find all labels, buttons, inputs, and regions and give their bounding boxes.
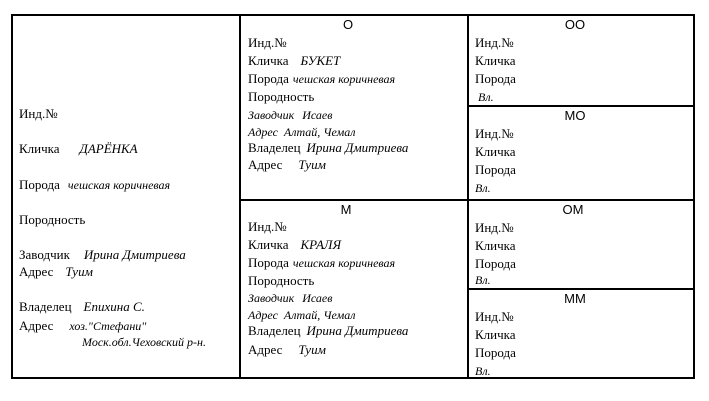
address-label: Адрес (248, 157, 283, 172)
mother-breeder (248, 289, 332, 307)
ind-label: Инд.№ (475, 126, 514, 141)
address-value: Туим (298, 342, 326, 357)
cell-header: ОМ (562, 202, 584, 217)
breeder-label: Заводчик (248, 108, 295, 122)
address-value: Туим (298, 157, 326, 172)
owner-label: Вл. (475, 181, 491, 195)
owner-value: Ирина Дмитриева (306, 140, 409, 155)
owner-label: Вл. (475, 364, 491, 378)
owner-label: Владелец (19, 299, 72, 314)
ind-label: Инд.№ (475, 220, 514, 235)
breed-label: Порода (475, 162, 516, 177)
address-label: Адрес (248, 308, 278, 322)
breed-label: Порода (475, 256, 516, 271)
subject-owner (19, 298, 145, 316)
cell-header: О (342, 17, 354, 32)
ind-label: Инд.№ (19, 106, 58, 121)
address-value: хоз."Стефани" (69, 319, 147, 333)
column-divider (239, 14, 241, 379)
name-label: Кличка (475, 327, 516, 342)
name-label: Кличка (248, 237, 289, 252)
subject-name (19, 140, 138, 158)
mother-owner-address (248, 341, 326, 359)
owner-value: Ирина Дмитриева (306, 323, 409, 338)
mother-name (248, 236, 341, 254)
address-value: Алтай, Чемал (283, 308, 356, 322)
name-label: Кличка (475, 238, 516, 253)
subject-ind (19, 105, 58, 123)
name-value: КРАЛЯ (300, 237, 342, 252)
subject-breed (19, 176, 170, 194)
father-breed (248, 70, 395, 88)
address-value: Алтай, Чемал (283, 125, 356, 139)
subject-pedigree (19, 211, 85, 229)
address-label: Адрес (19, 318, 54, 333)
name-label: Кличка (475, 144, 516, 159)
father-owner (248, 139, 408, 157)
pedigree-label: Породность (248, 273, 315, 288)
breed-label: Порода (248, 71, 289, 86)
breeder-value: Исаев (302, 291, 333, 305)
name-label: Кличка (475, 53, 516, 68)
name-label: Кличка (19, 141, 60, 156)
father-name (248, 52, 340, 70)
owner-label: Вл. (475, 273, 491, 287)
name-value: ДАРЁНКА (79, 141, 138, 156)
father-breeder (248, 106, 332, 124)
breeder-value: Исаев (302, 108, 333, 122)
name-value: БУКЕТ (300, 53, 341, 68)
address-value: Туим (65, 264, 93, 279)
cell-header: М (340, 202, 352, 217)
breed-value: чешская коричневая (292, 256, 396, 270)
breeder-value: Ирина Дмитриева (83, 247, 186, 262)
breed-label: Порода (475, 345, 516, 360)
ind-label: Инд.№ (475, 309, 514, 324)
mother-owner (248, 322, 408, 340)
address-label: Адрес (248, 342, 283, 357)
mother-breed (248, 254, 395, 272)
breed-label: Порода (475, 71, 516, 86)
breeder-label: Заводчик (248, 291, 295, 305)
owner-label: Вл. (478, 90, 494, 104)
address-label: Адрес (248, 125, 278, 139)
owner-value: Епихина С. (83, 299, 145, 314)
address-label: Адрес (19, 264, 54, 279)
name-label: Кличка (248, 53, 289, 68)
pedigree-label: Породность (248, 89, 315, 104)
breed-label: Порода (248, 255, 289, 270)
column-divider (467, 14, 469, 379)
breed-value: чешская коричневая (67, 178, 171, 192)
cell-header: ММ (564, 291, 586, 306)
ind-label: Инд.№ (248, 219, 287, 234)
subject-breeder-address (19, 263, 93, 281)
ind-label: Инд.№ (475, 35, 514, 50)
ind-label: Инд.№ (248, 35, 287, 50)
owner-label: Владелец (248, 323, 301, 338)
subject-breeder (19, 246, 186, 264)
breeder-label: Заводчик (19, 247, 70, 262)
address-value-line2: Моск.обл.Чеховский р-н. (82, 335, 206, 349)
breed-value: чешская коричневая (292, 72, 396, 86)
father-owner-address (248, 156, 326, 174)
pedigree-label: Породность (19, 212, 86, 227)
cell-header: МО (564, 108, 586, 123)
cell-header: ОО (564, 17, 586, 32)
owner-label: Владелец (248, 140, 301, 155)
breed-label: Порода (19, 177, 60, 192)
